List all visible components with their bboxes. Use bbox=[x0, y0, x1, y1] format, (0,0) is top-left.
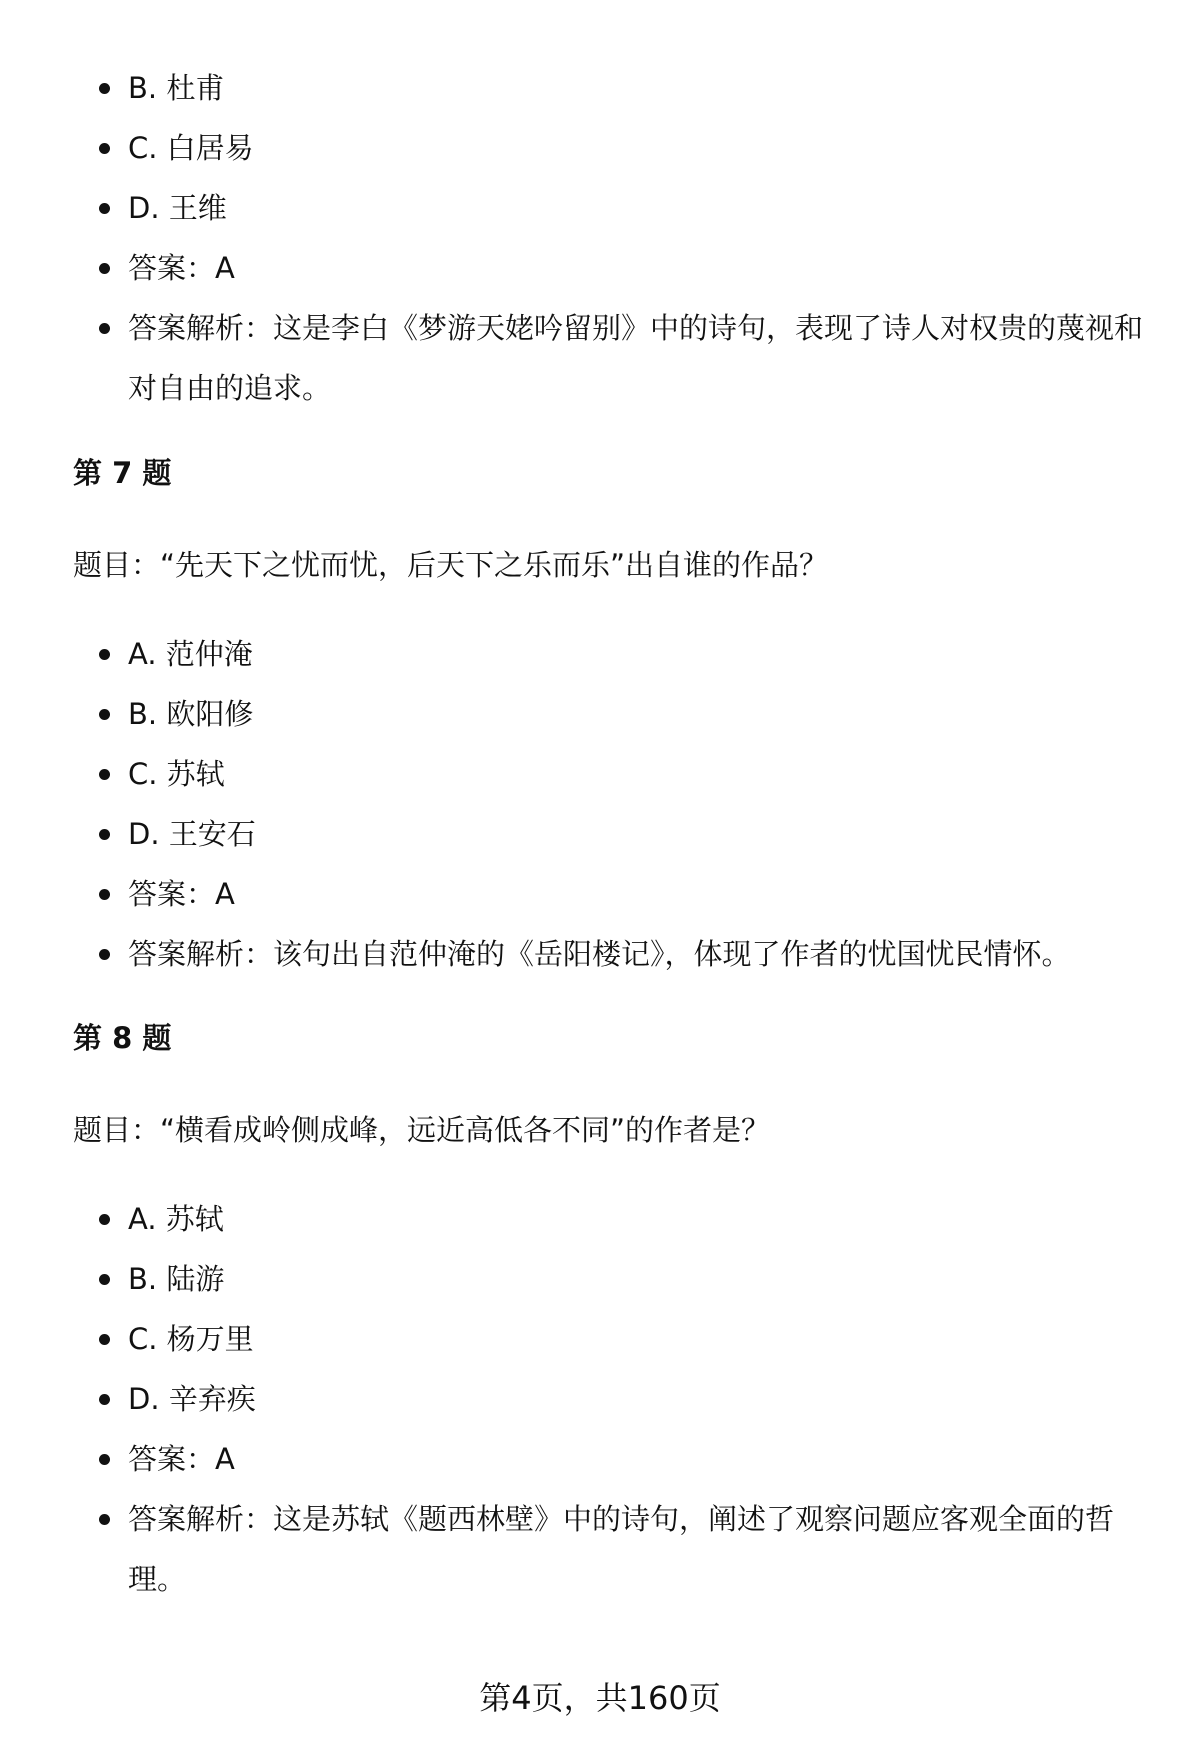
option-b: B. 陆游 bbox=[0, 1249, 1148, 1309]
option-c: C. 白居易 bbox=[0, 118, 1148, 178]
option-a: A. 范仲淹 bbox=[0, 624, 1148, 684]
answer-explanation: 答案解析：该句出自范仲淹的《岳阳楼记》，体现了作者的忧国忧民情怀。 bbox=[0, 924, 1148, 984]
answer: 答案：A bbox=[0, 1429, 1148, 1489]
option-a: A. 苏轼 bbox=[0, 1189, 1148, 1249]
option-b: B. 杜甫 bbox=[0, 58, 1148, 118]
question-text-8: 题目：“横看成岭侧成峰，远近高低各不同”的作者是？ bbox=[73, 1113, 771, 1147]
answer-explanation: 答案解析：这是苏轼《题西林壁》中的诗句，阐述了观察问题应客观全面的哲理。 bbox=[0, 1489, 1148, 1609]
option-c: C. 杨万里 bbox=[0, 1309, 1148, 1369]
page-number: 第4页，共160页 bbox=[479, 1679, 721, 1717]
answer: 答案：A bbox=[0, 238, 1148, 298]
option-list-q8 bbox=[0, 1189, 1148, 1609]
option-b: B. 欧阳修 bbox=[0, 684, 1148, 744]
answer-explanation: 答案解析：这是李白《梦游天姥吟留别》中的诗句，表现了诗人对权贵的蔑视和对自由的追求。 bbox=[0, 298, 1148, 418]
question-heading-7: 第 7 题 bbox=[73, 456, 172, 490]
option-d: D. 王安石 bbox=[0, 804, 1148, 864]
question-heading-8: 第 8 题 bbox=[73, 1021, 172, 1055]
option-list-q6 bbox=[0, 58, 1148, 418]
option-d: D. 辛弃疾 bbox=[0, 1369, 1148, 1429]
option-list-q7 bbox=[0, 624, 1148, 984]
question-text-7: 题目：“先天下之忧而忧，后天下之乐而乐”出自谁的作品？ bbox=[73, 548, 829, 582]
option-d: D. 王维 bbox=[0, 178, 1148, 238]
answer: 答案：A bbox=[0, 864, 1148, 924]
option-c: C. 苏轼 bbox=[0, 744, 1148, 804]
